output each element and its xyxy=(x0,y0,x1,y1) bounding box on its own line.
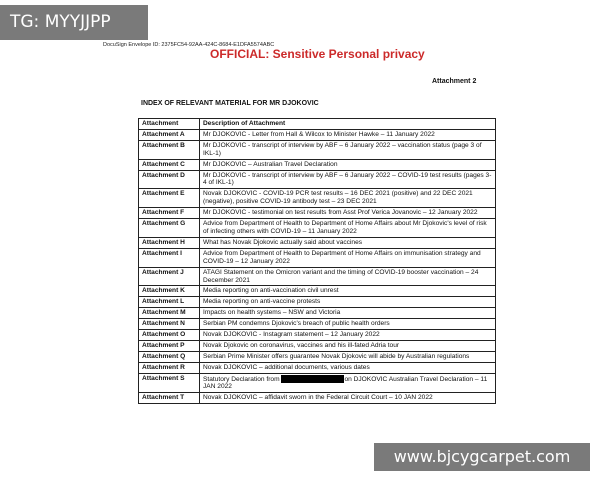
attachment-label: Attachment G xyxy=(139,219,200,238)
attachment-label: Attachment S xyxy=(139,373,200,393)
attachment-description: Novak Djokovic on coronavirus, vaccines and his ill-fated Adria tour xyxy=(200,340,496,351)
table-row xyxy=(139,373,496,393)
attachment-description: Advice from Department of Health to Department of Home Affairs about Mr Djokovic's level of risk of infecting others with COVID-19 – 11 January 2022 xyxy=(200,219,496,238)
table-row xyxy=(139,340,496,351)
attachment-description: What has Novak Djokovic actually said about vaccines xyxy=(200,237,496,248)
attachment-label: Attachment N xyxy=(139,319,200,330)
attachment-label: Attachment L xyxy=(139,297,200,308)
classification-banner: OFFICIAL: Sensitive Personal privacy xyxy=(210,47,425,61)
table-row xyxy=(139,319,496,330)
table-row xyxy=(139,248,496,267)
column-header-description: Description of Attachment xyxy=(200,119,496,130)
attachment-description: Mr DJOKOVIC – Australian Travel Declaration xyxy=(200,159,496,170)
attachment-label: Attachment F xyxy=(139,208,200,219)
attachment-label: Attachment A xyxy=(139,129,200,140)
attachment-label: Attachment D xyxy=(139,170,200,189)
table-row xyxy=(139,267,496,286)
attachment-description xyxy=(200,373,496,393)
attachment-description: Mr DJOKOVIC - Letter from Hall & Wilcox to Minister Hawke – 11 January 2022 xyxy=(200,129,496,140)
watermark-tag: TG: MYYJJPP xyxy=(0,5,148,40)
document-title: INDEX OF RELEVANT MATERIAL FOR MR DJOKOVIC xyxy=(141,100,319,107)
table-row xyxy=(139,129,496,140)
attachment-label: Attachment E xyxy=(139,189,200,208)
attachment-description: Serbian Prime Minister offers guarantee Novak Djokovic will abide by Australian regulations xyxy=(200,351,496,362)
attachment-label: Attachment O xyxy=(139,330,200,341)
column-header-attachment: Attachment xyxy=(139,119,200,130)
table-row xyxy=(139,170,496,189)
attachment-label: Attachment R xyxy=(139,362,200,373)
table-row xyxy=(139,286,496,297)
attachment-description: Media reporting on anti-vaccine protests xyxy=(200,297,496,308)
table-row xyxy=(139,362,496,373)
attachment-label: Attachment B xyxy=(139,140,200,159)
attachment-description: Novak DJOKOVIC – affidavit sworn in the Federal Circuit Court – 10 JAN 2022 xyxy=(200,393,496,404)
description-part-before: Statutory Declaration from xyxy=(203,375,280,383)
attachment-description: Serbian PM condemns Djokovic's breach of public health orders xyxy=(200,319,496,330)
watermark-url: www.bjcygcarpet.com xyxy=(374,443,590,471)
attachment-label: Attachment P xyxy=(139,340,200,351)
attachment-description: Media reporting on anti-vaccination civil unrest xyxy=(200,286,496,297)
attachment-label: Attachment I xyxy=(139,248,200,267)
envelope-id: DocuSign Envelope ID: 2375FC54-92AA-424C-8684-E1DFA5574ABC xyxy=(103,42,275,48)
redaction-block xyxy=(281,375,344,383)
attachment-description: Impacts on health systems – NSW and Victoria xyxy=(200,308,496,319)
attachment-label: Attachment C xyxy=(139,159,200,170)
table-row xyxy=(139,330,496,341)
table-row xyxy=(139,140,496,159)
attachment-description: Advice from Department of Health to Department of Home Affairs on immunisation strategy and COVID-19 – 12 January 2022 xyxy=(200,248,496,267)
attachment-description: Mr DJOKOVIC - transcript of interview by ABF – 6 January 2022 – COVID-19 test results (pages 3-4 of IKL-1) xyxy=(200,170,496,189)
attachment-index-table xyxy=(138,118,496,404)
table-row xyxy=(139,308,496,319)
attachment-description: Novak DJOKOVIC - COVID-19 PCR test results – 16 DEC 2021 (positive) and 22 DEC 2021 (negative), positive COVID-19 antibody test – 23 DEC 2021 xyxy=(200,189,496,208)
attachment-number: Attachment 2 xyxy=(432,78,477,85)
description-part-after: on DJOKOVIC Australian Travel Declaration – 11 JAN 2022 xyxy=(203,375,488,391)
attachment-label: Attachment T xyxy=(139,393,200,404)
attachment-description: Novak DJOKOVIC - Instagram statement – 12 January 2022 xyxy=(200,330,496,341)
table-row xyxy=(139,189,496,208)
attachment-description: ATAGI Statement on the Omicron variant and the timing of COVID-19 booster vaccination – 24 December 2021 xyxy=(200,267,496,286)
table-row xyxy=(139,159,496,170)
table-row xyxy=(139,219,496,238)
attachment-description: Mr DJOKOVIC - transcript of interview by ABF – 6 January 2022 – vaccination status (page 3 of IKL-1) xyxy=(200,140,496,159)
table-header-row xyxy=(139,119,496,130)
attachment-label: Attachment H xyxy=(139,237,200,248)
table-row xyxy=(139,208,496,219)
table-row xyxy=(139,297,496,308)
attachment-label: Attachment J xyxy=(139,267,200,286)
attachment-label: Attachment Q xyxy=(139,351,200,362)
attachment-description: Novak DJOKOVIC – additional documents, various dates xyxy=(200,362,496,373)
table-row xyxy=(139,393,496,404)
table-row xyxy=(139,237,496,248)
attachment-label: Attachment M xyxy=(139,308,200,319)
attachment-description: Mr DJOKOVIC - testimonial on test results from Asst Prof Verica Jovanovic – 12 January 2022 xyxy=(200,208,496,219)
attachment-label: Attachment K xyxy=(139,286,200,297)
table-row xyxy=(139,351,496,362)
